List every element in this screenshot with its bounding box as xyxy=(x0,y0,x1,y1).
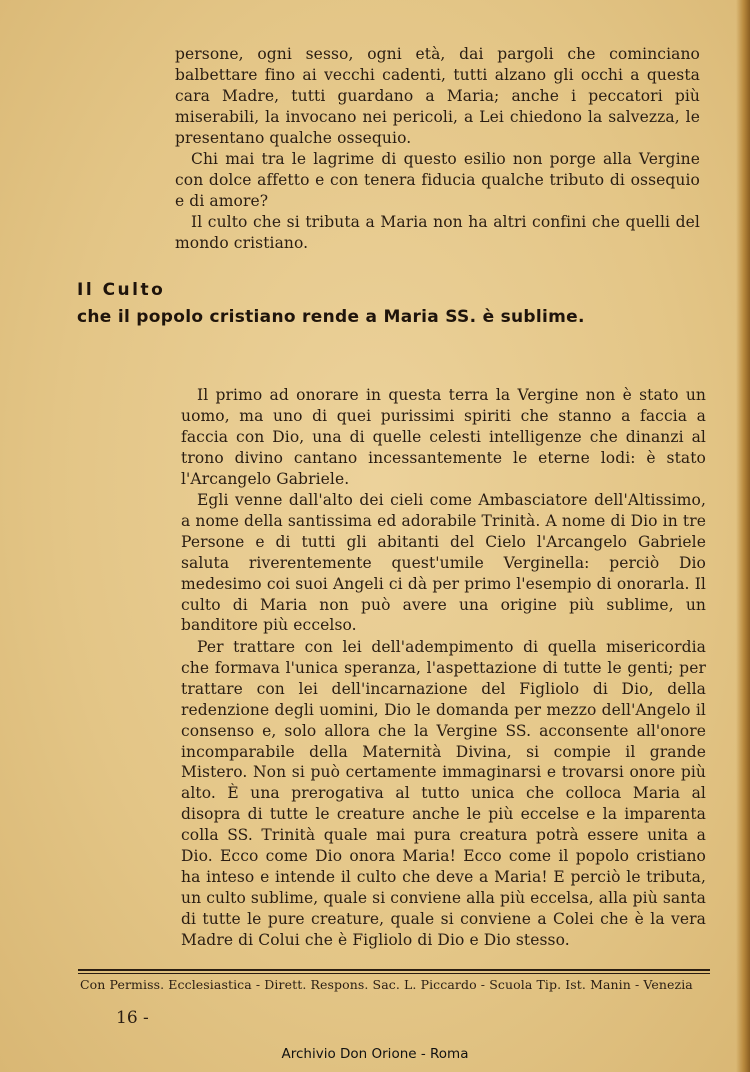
intro-paragraph-3: Il culto che si tributa a Maria non ha altri confini che quelli del mondo cristiano. xyxy=(175,213,700,252)
intro-paragraph-2: Chi mai tra le lagrime di questo esilio non porge alla Vergine con dolce affetto e con tenera fiducia qualche tributo di ossequio e di amore? xyxy=(175,150,700,210)
body-paragraph-3: Per trattare con lei dell'adempimento di quella misericordia che formava l'unica speranza, l'aspettazione di tutte le genti; per trattare con lei dell'incarnazione del Figliolo di Dio, della redenzione degli uomini, Dio le domanda per mezzo dell'Angelo il consenso e, solo allora che la Vergine SS. acconsente all'onore incomparabile della Maternità Divina, si compie il grande Mistero. Non si può certamente immaginarsi e trovarsi onore più alto. È una prerogativa al tutto unica che colloca Maria al disopra di tutte le creature anche le più eccelse e la imparenta colla SS. Trinità quale mai pura creatura potrà essere unita a Dio. Ecco come Dio onora Maria! Ecco come il popolo cristiano ha inteso e intende il culto che deve a Maria! E perciò le tributa, un culto sublime, quale si conviene alla più eccelsa, alla più santa di tutte le pure creature, quale si conviene a Colei che è la vera Madre di Colui che è Figliolo di Dio e Dio stesso. xyxy=(181,638,706,949)
section-heading-subtitle: che il popolo cristiano rende a Maria SS. è sublime. xyxy=(77,307,585,327)
body-paragraph-2: Egli venne dall'alto dei cieli come Ambasciatore dell'Altissimo, a nome della santissima ed adorabile Trinità. A nome di Dio in tre Persone e di tutti gli abitanti del Cielo l'Arcangelo Gabriele saluta riverentemente quest'umile Verginella: perciò Dio medesimo coi suoi Angeli ci dà per primo l'esempio di onorarla. Il culto di Maria non può avere una origine più sublime, un banditore più eccelso. xyxy=(181,491,706,635)
page-edge-shadow xyxy=(736,0,750,1072)
footer-rule-top xyxy=(78,969,710,971)
body-paragraph-1: Il primo ad onorare in questa terra la Vergine non è stato un uomo, ma uno di quei purissimi spiriti che stanno a faccia a faccia con Dio, una di quelle celesti intelligenze che dinanzi al trono divino cantano incessantemente le eterne lodi: è stato l'Arcangelo Gabriele. xyxy=(181,386,706,488)
footer-imprint: Con Permiss. Ecclesiastica - Dirett. Respons. Sac. L. Piccardo - Scuola Tip. Ist. Manin - Venezia xyxy=(80,977,693,992)
section-heading-title: Il Culto xyxy=(77,280,166,300)
archive-label: Archivio Don Orione - Roma xyxy=(281,1046,469,1062)
page-number: 16 - xyxy=(116,1008,149,1028)
footer-rule-bottom xyxy=(78,973,710,974)
intro-paragraph-1: persone, ogni sesso, ogni età, dai pargoli che cominciano balbettare fino ai vecchi cadenti, tutti alzano gli occhi a questa cara Madre, tutti guardano a Maria; anche i peccatori più miserabili, la invocano nei pericoli, a Lei chiedono la salvezza, le presentano qualche ossequio. xyxy=(175,45,700,147)
